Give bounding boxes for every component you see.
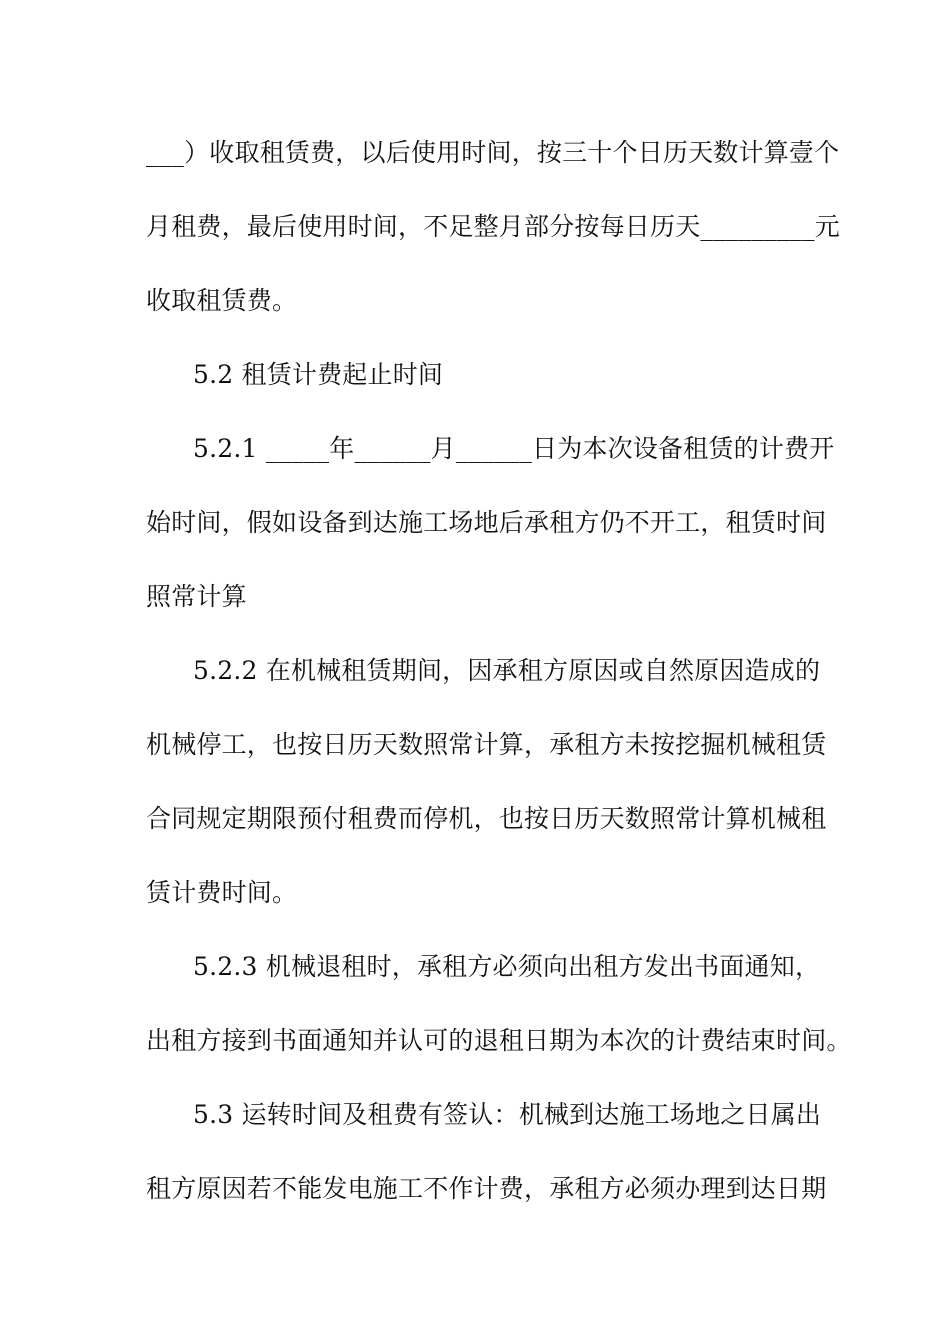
text-line: 租方原因若不能发电施工不作计费，承租方必须办理到达日期: [146, 1174, 827, 1203]
text-line: 赁计费时间。: [146, 878, 298, 907]
text-line: 5.2.1 _____年______月______日为本次设备租赁的计费开: [193, 434, 835, 463]
text-line: 机械停工，也按日历天数照常计算，承租方未按挖掘机械租赁: [146, 730, 827, 759]
text-line: 月租费，最后使用时间，不足整月部分按每日历天_________元: [146, 212, 840, 241]
text-line: 5.2.3 机械退租时，承租方必须向出租方发出书面通知，: [193, 952, 821, 981]
text-line: 出租方接到书面通知并认可的退租日期为本次的计费结束时间。: [146, 1026, 852, 1055]
text-line: 5.3 运转时间及租费有签认：机械到达施工场地之日属出: [193, 1100, 822, 1129]
text-line: 照常计算: [146, 582, 247, 611]
text-line: 合同规定期限预付租费而停机，也按日历天数照常计算机械租: [146, 804, 827, 833]
section-heading: 5.2 租赁计费起止时间: [193, 360, 444, 389]
text-line: 始时间，假如设备到达施工场地后承租方仍不开工，租赁时间: [146, 508, 827, 537]
text-line: 收取租赁费。: [146, 286, 298, 315]
text-line: 5.2.2 在机械租赁期间，因承租方原因或自然原因造成的: [193, 656, 821, 685]
text-line: ___）收取租赁费，以后使用时间，按三十个日历天数计算壹个: [146, 138, 840, 167]
